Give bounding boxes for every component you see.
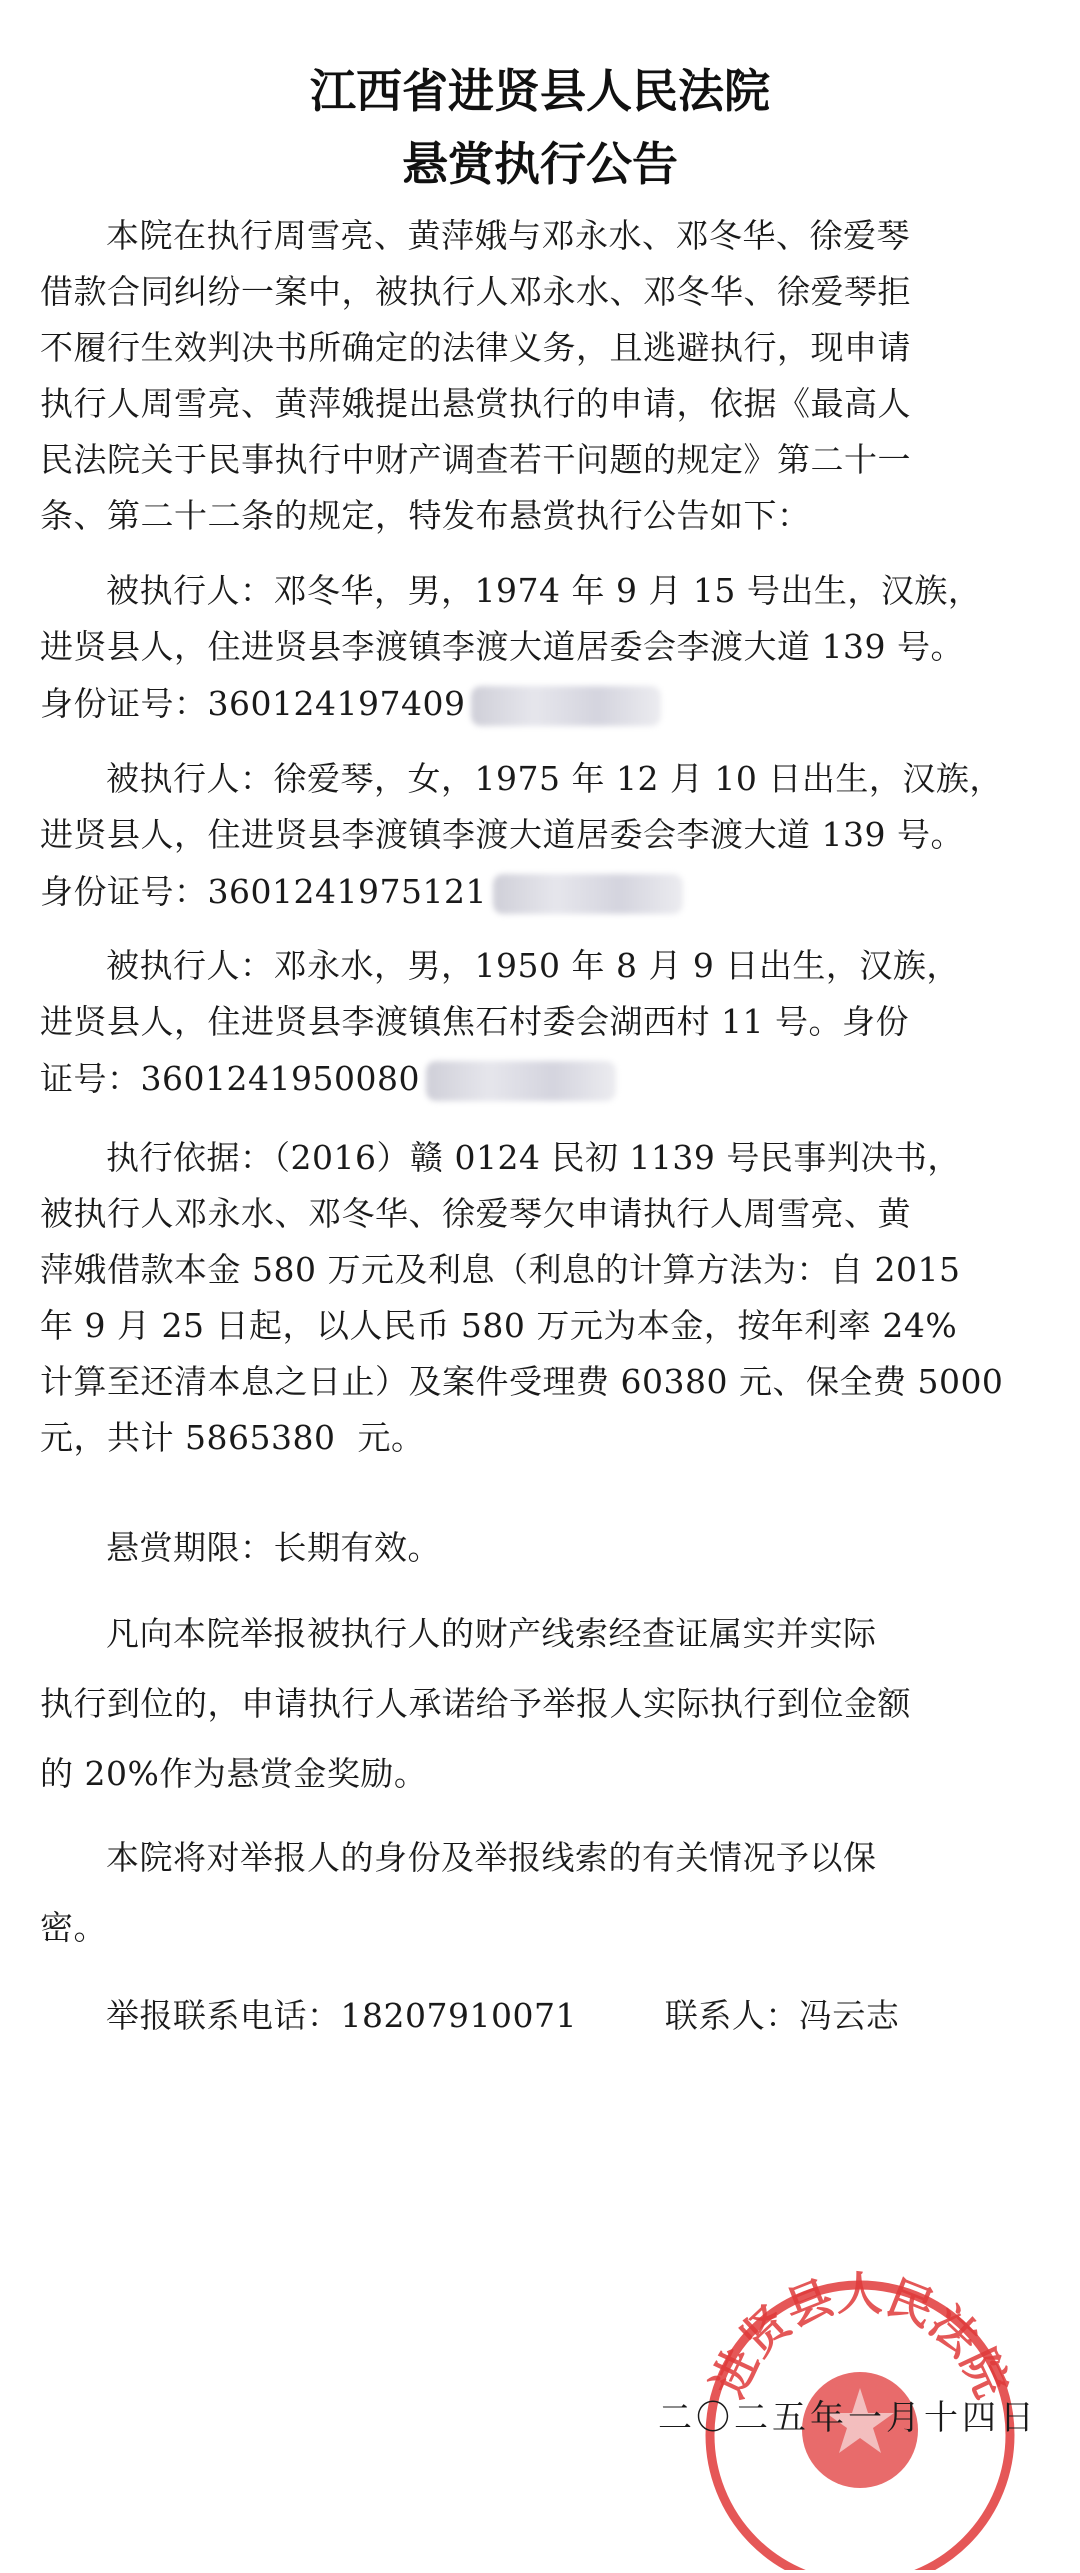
- reward-line: 执行到位的，申请执行人承诺给予举报人实际执行到位金额: [40, 1684, 911, 1723]
- intro-line: 执行人周雪亮、黄萍娥提出悬赏执行的申请，依据《最高人: [40, 384, 911, 423]
- intro-line: 民法院关于民事执行中财产调查若干问题的规定》第二十一: [40, 440, 911, 479]
- intro-line: 借款合同纠纷一案中，被执行人邓永水、邓冬华、徐爱琴拒: [40, 272, 911, 311]
- reward-line: 凡向本院举报被执行人的财产线索经查证属实并实际: [106, 1614, 877, 1653]
- redacted-blur: [426, 1061, 616, 1101]
- person2-line: 进贤县人，住进贤县李渡镇李渡大道居委会李渡大道 139 号。: [40, 815, 964, 854]
- person3-line: 被执行人：邓永水，男，1950 年 8 月 9 日出生，汉族，: [106, 946, 960, 985]
- redacted-blur: [493, 874, 683, 914]
- redacted-blur: [471, 686, 661, 726]
- confidential-line: 密。: [40, 1908, 107, 1947]
- title-notice: 悬赏执行公告: [402, 137, 678, 191]
- basis-line: 执行依据：（2016）赣 0124 民初 1139 号民事判决书，: [106, 1138, 961, 1177]
- person1-id: [40, 678, 1050, 726]
- person1-line: 进贤县人，住进贤县李渡镇李渡大道居委会李渡大道 139 号。: [40, 627, 964, 666]
- intro-line: 条、第二十二条的规定，特发布悬赏执行公告如下：: [40, 496, 811, 535]
- person1-line: 被执行人：邓冬华，男，1974 年 9 月 15 号出生，汉族，: [106, 571, 982, 610]
- person3-id: [40, 1053, 1050, 1101]
- seal-text-path: 进贤县人民法院: [700, 2270, 1020, 2406]
- person2-id: [40, 866, 1050, 914]
- basis-line: 被执行人邓永水、邓冬华、徐爱琴欠申请执行人周雪亮、黄: [40, 1194, 911, 1233]
- title-court: 江西省进贤县人民法院: [310, 64, 770, 118]
- confidential-line: 本院将对举报人的身份及举报线索的有关情况予以保: [106, 1838, 877, 1877]
- reward-period: 悬赏期限：长期有效。: [106, 1528, 441, 1567]
- person2-line: 被执行人：徐爱琴，女，1975 年 12 月 10 日出生，汉族，: [106, 759, 1003, 798]
- intro-line: 本院在执行周雪亮、黄萍娥与邓永水、邓冬华、徐爱琴: [106, 216, 910, 255]
- contact-line: 举报联系电话：18207910071 联系人：冯云志: [106, 1996, 900, 2035]
- issue-date: 二〇二五年一月十四日: [658, 2398, 1038, 2438]
- basis-line: 元，共计 5865380 元。: [40, 1418, 425, 1457]
- reward-line: 的 20%作为悬赏金奖励。: [40, 1754, 428, 1793]
- person3-line: 进贤县人，住进贤县李渡镇焦石村委会湖西村 11 号。身份: [40, 1002, 909, 1041]
- person3-id-text: 证号：3601241950080: [40, 1059, 420, 1098]
- intro-line: 不履行生效判决书所确定的法律义务，且逃避执行，现申请: [40, 328, 911, 367]
- basis-line: 年 9 月 25 日起，以人民币 580 万元为本金，按年利率 24%: [40, 1306, 958, 1345]
- person2-id-text: 身份证号：3601241975121: [40, 872, 487, 911]
- basis-line: 萍娥借款本金 580 万元及利息（利息的计算方法为：自 2015: [40, 1250, 961, 1289]
- basis-line: 计算至还清本息之日止）及案件受理费 60380 元、保全费 5000: [40, 1362, 1004, 1401]
- person1-id-text: 身份证号：360124197409: [40, 684, 466, 723]
